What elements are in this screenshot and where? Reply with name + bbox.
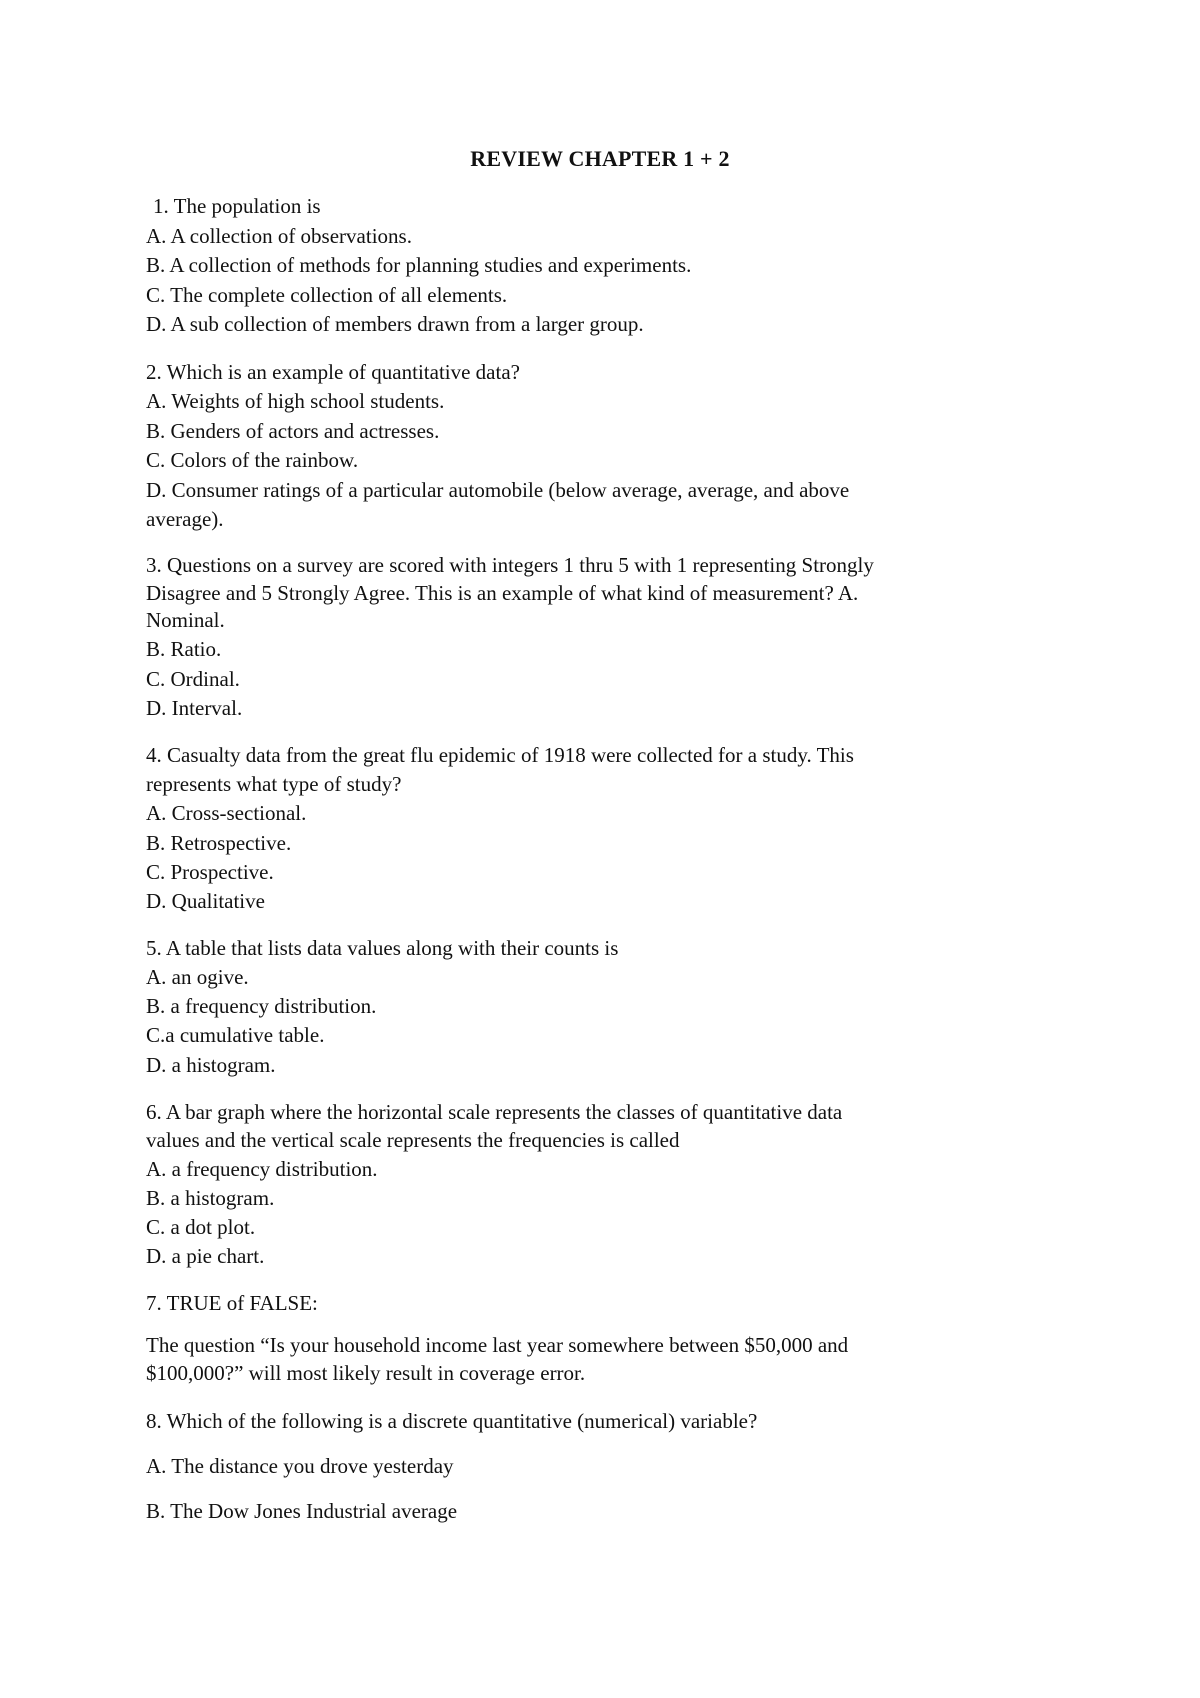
question-2-option-a: A. Weights of high school students. xyxy=(146,389,445,413)
question-7-stem: 7. TRUE of FALSE: xyxy=(146,1291,318,1315)
question-5-option-b: B. a frequency distribution. xyxy=(146,994,377,1018)
question-4-stem-cont: represents what type of study? xyxy=(146,772,402,796)
question-8-option-a: A. The distance you drove yesterday xyxy=(146,1454,454,1478)
question-3-stem-cont: Disagree and 5 Strongly Agree. This is an example of what kind of measurement? A. xyxy=(146,581,859,605)
question-4-option-d: D. Qualitative xyxy=(146,889,265,913)
question-6-option-c: C. a dot plot. xyxy=(146,1215,256,1239)
question-3-stem: 3. Questions on a survey are scored with integers 1 thru 5 with 1 representing Strongly xyxy=(146,553,874,577)
question-5-option-d: D. a histogram. xyxy=(146,1053,276,1077)
question-3-option-a: Nominal. xyxy=(146,608,225,632)
question-2-stem: 2. Which is an example of quantitative data? xyxy=(146,360,520,384)
question-2-option-b: B. Genders of actors and actresses. xyxy=(146,419,440,443)
question-7-statement-cont: $100,000?” will most likely result in coverage error. xyxy=(146,1361,586,1385)
question-6-option-b: B. a histogram. xyxy=(146,1186,275,1210)
question-2-option-d: D. Consumer ratings of a particular automobile (below average, average, and above xyxy=(146,478,850,502)
question-4-option-a: A. Cross-sectional. xyxy=(146,801,307,825)
question-1-option-b: B. A collection of methods for planning studies and experiments. xyxy=(146,253,692,277)
question-5-option-a: A. an ogive. xyxy=(146,965,249,989)
question-1-option-a: A. A collection of observations. xyxy=(146,224,412,248)
question-5-stem: 5. A table that lists data values along with their counts is xyxy=(146,936,619,960)
question-8-option-b: B. The Dow Jones Industrial average xyxy=(146,1499,458,1523)
question-6-option-a: A. a frequency distribution. xyxy=(146,1157,378,1181)
question-1-stem: 1. The population is xyxy=(153,194,321,218)
question-4-option-c: C. Prospective. xyxy=(146,860,274,884)
question-3-option-c: C. Ordinal. xyxy=(146,667,240,691)
question-1-option-d: D. A sub collection of members drawn from a larger group. xyxy=(146,312,644,336)
question-3-option-b: B. Ratio. xyxy=(146,637,222,661)
question-2-option-d-cont: average). xyxy=(146,507,224,531)
question-4-option-b: B. Retrospective. xyxy=(146,831,292,855)
question-6-stem-cont: values and the vertical scale represents the frequencies is called xyxy=(146,1128,680,1152)
question-7-statement: The question “Is your household income last year somewhere between $50,000 and xyxy=(146,1333,849,1357)
question-6-option-d: D. a pie chart. xyxy=(146,1244,265,1268)
question-6-stem: 6. A bar graph where the horizontal scale represents the classes of quantitative data xyxy=(146,1100,843,1124)
document-title: REVIEW CHAPTER 1 + 2 xyxy=(470,146,730,171)
question-1-option-c: C. The complete collection of all elements. xyxy=(146,283,508,307)
question-4-stem: 4. Casualty data from the great flu epidemic of 1918 were collected for a study. This xyxy=(146,743,854,767)
question-2-option-c: C. Colors of the rainbow. xyxy=(146,448,359,472)
question-3-option-d: D. Interval. xyxy=(146,696,243,720)
question-5-option-c: C.a cumulative table. xyxy=(146,1023,325,1047)
question-8-stem: 8. Which of the following is a discrete quantitative (numerical) variable? xyxy=(146,1409,758,1433)
